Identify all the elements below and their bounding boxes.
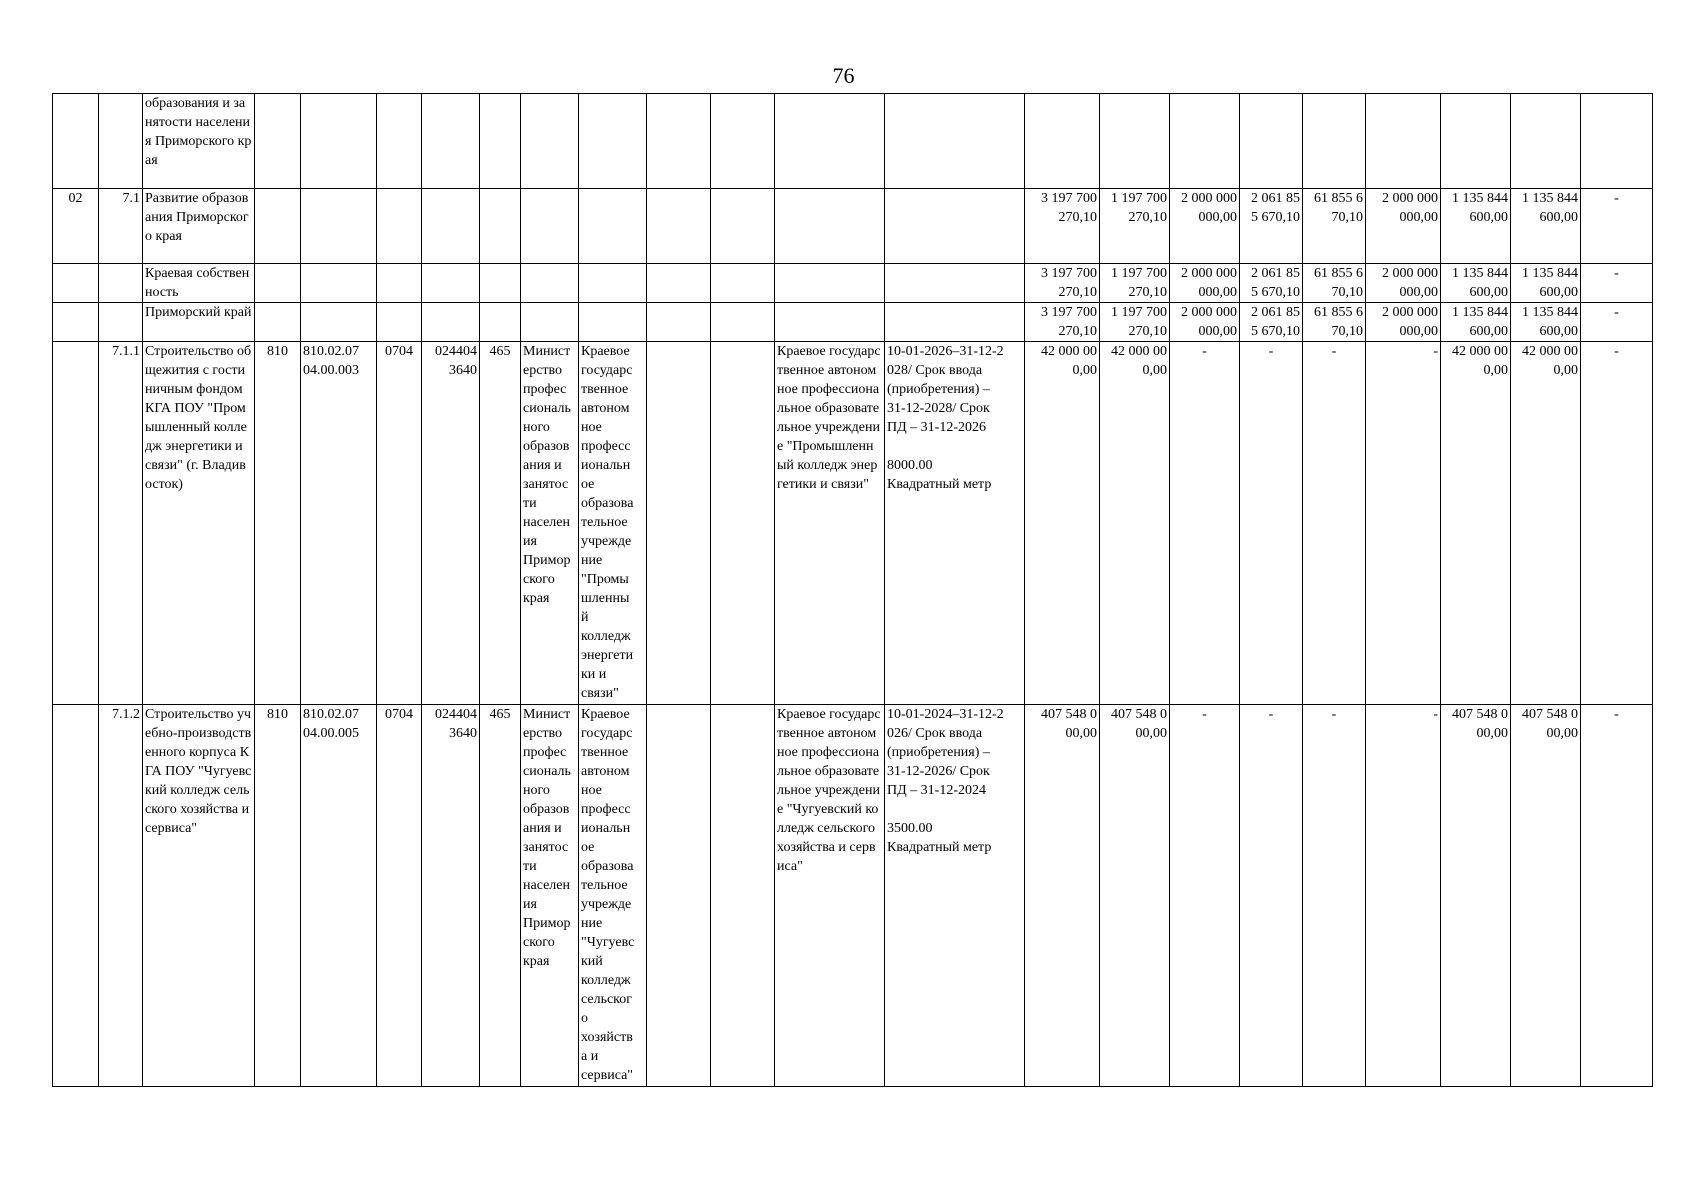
cell-amount: 2 000 000 000,00 <box>1170 264 1240 303</box>
cell-amount <box>1025 94 1100 189</box>
cell-amount: 42 000 00 0,00 <box>1100 342 1170 705</box>
cell-grbs <box>255 189 301 264</box>
cell-amount: 1 135 844 600,00 <box>1511 189 1581 264</box>
cell-amount: - <box>1303 342 1366 705</box>
table-row <box>53 342 1653 705</box>
cell-section: 0704 <box>377 705 422 1087</box>
cell-recipient <box>775 189 885 264</box>
cell-expense-type <box>480 94 521 189</box>
cell-name: Строительство общежития с гостиничным фондом КГА ПОУ "Промышленный колледж энергетики и связи" (г. Владивосток) <box>143 342 255 705</box>
cell-amount: - <box>1240 342 1303 705</box>
table-row <box>53 303 1653 342</box>
cell-amount: - <box>1303 705 1366 1087</box>
cell-target-article <box>422 94 480 189</box>
cell-customer <box>579 303 647 342</box>
cell-section <box>377 94 422 189</box>
table-row <box>53 264 1653 303</box>
cell-amount: 2 000 000 000,00 <box>1170 303 1240 342</box>
cell-amount: - <box>1240 705 1303 1087</box>
table-row <box>53 189 1653 264</box>
cell-recipient <box>775 303 885 342</box>
cell-empty <box>711 189 775 264</box>
cell-empty <box>647 705 711 1087</box>
cell-target-article: 024404 3640 <box>422 342 480 705</box>
cell-amount <box>1303 94 1366 189</box>
cell-empty <box>711 264 775 303</box>
cell-amount: 3 197 700 270,10 <box>1025 189 1100 264</box>
cell-amount: 1 197 700 270,10 <box>1100 303 1170 342</box>
cell-number <box>99 264 143 303</box>
cell-program-code <box>301 189 377 264</box>
cell-amount: - <box>1170 342 1240 705</box>
cell-amount: 1 197 700 270,10 <box>1100 189 1170 264</box>
cell-program-code <box>301 264 377 303</box>
cell-name: Строительство учебно-производственного корпуса КГА ПОУ "Чугуевский колледж сельского хозяйства и сервиса" <box>143 705 255 1087</box>
cell-responsible <box>521 189 579 264</box>
cell-amount <box>1240 94 1303 189</box>
cell-number <box>99 94 143 189</box>
cell-recipient <box>775 94 885 189</box>
cell-responsible <box>521 264 579 303</box>
cell-amount: 2 000 000 000,00 <box>1170 189 1240 264</box>
cell-schedule: 10-01-2024–31-12-2 026/ Срок ввода (приобретения) – 31-12-2026/ Срок ПД – 31-12-2024 3500.00 Квадратный метр <box>885 705 1025 1087</box>
cell-dash: - <box>1581 189 1653 264</box>
cell-amount <box>1441 94 1511 189</box>
cell-amount <box>1366 94 1441 189</box>
cell-section: 0704 <box>377 342 422 705</box>
cell-amount: 407 548 0 00,00 <box>1511 705 1581 1087</box>
cell-program-code: 810.02.07 04.00.005 <box>301 705 377 1087</box>
cell-amount: 61 855 6 70,10 <box>1303 303 1366 342</box>
cell-grbs <box>255 264 301 303</box>
cell-recipient: Краевое государственное автономное профессиональное образовательное учреждение "Чугуевский колледж сельского хозяйства и сервиса" <box>775 705 885 1087</box>
program-table <box>52 93 1653 1087</box>
cell-empty <box>647 94 711 189</box>
cell-amount <box>1511 94 1581 189</box>
cell-code <box>53 342 99 705</box>
cell-section <box>377 264 422 303</box>
cell-customer: Краевое государс твенное автоном ное професс иональн ое образова тельное учрежде ние "Промы шленны й колледж энергети ки и связи" <box>579 342 647 705</box>
cell-code <box>53 705 99 1087</box>
cell-schedule <box>885 189 1025 264</box>
cell-target-article <box>422 303 480 342</box>
cell-amount: 1 135 844 600,00 <box>1441 189 1511 264</box>
cell-target-article <box>422 264 480 303</box>
cell-amount: 407 548 0 00,00 <box>1100 705 1170 1087</box>
cell-amount <box>1100 94 1170 189</box>
cell-amount: 1 197 700 270,10 <box>1100 264 1170 303</box>
cell-dash: - <box>1581 342 1653 705</box>
cell-name: Развитие образования Приморского края <box>143 189 255 264</box>
cell-name: Приморский край <box>143 303 255 342</box>
cell-dash: - <box>1581 264 1653 303</box>
cell-empty <box>647 264 711 303</box>
cell-code: 02 <box>53 189 99 264</box>
cell-responsible: Минист ерство профес сиональ ного образов ания и занятос ти населен ия Примор ского края <box>521 342 579 705</box>
cell-expense-type: 465 <box>480 705 521 1087</box>
cell-number: 7.1.1 <box>99 342 143 705</box>
cell-amount: 42 000 00 0,00 <box>1441 342 1511 705</box>
cell-customer: Краевое государс твенное автоном ное професс иональн ое образова тельное учрежде ние "Чугуевс кий колледж сельског о хозяйств а и сервиса" <box>579 705 647 1087</box>
cell-amount: 1 135 844 600,00 <box>1441 264 1511 303</box>
cell-amount: 42 000 00 0,00 <box>1025 342 1100 705</box>
cell-customer <box>579 94 647 189</box>
cell-expense-type <box>480 264 521 303</box>
cell-amount: 2 061 85 5 670,10 <box>1240 189 1303 264</box>
table-row <box>53 94 1653 189</box>
cell-amount: 407 548 0 00,00 <box>1025 705 1100 1087</box>
cell-expense-type <box>480 189 521 264</box>
cell-amount: 2 000 000 000,00 <box>1366 189 1441 264</box>
cell-grbs: 810 <box>255 705 301 1087</box>
cell-program-code <box>301 94 377 189</box>
cell-amount: 2 061 85 5 670,10 <box>1240 264 1303 303</box>
cell-amount: - <box>1366 342 1441 705</box>
cell-recipient: Краевое государственное автономное профессиональное образовательное учреждение "Промышленный колледж энергетики и связи" <box>775 342 885 705</box>
cell-grbs: 810 <box>255 342 301 705</box>
table-row <box>53 705 1653 1087</box>
cell-responsible <box>521 94 579 189</box>
cell-schedule: 10-01-2026–31-12-2 028/ Срок ввода (приобретения) – 31-12-2028/ Срок ПД – 31-12-2026 8000.00 Квадратный метр <box>885 342 1025 705</box>
cell-amount: 1 135 844 600,00 <box>1441 303 1511 342</box>
cell-dash: - <box>1581 303 1653 342</box>
cell-amount: 407 548 0 00,00 <box>1441 705 1511 1087</box>
cell-number: 7.1 <box>99 189 143 264</box>
cell-responsible <box>521 303 579 342</box>
cell-code <box>53 264 99 303</box>
cell-dash: - <box>1581 705 1653 1087</box>
cell-dash <box>1581 94 1653 189</box>
cell-number <box>99 303 143 342</box>
cell-target-article <box>422 189 480 264</box>
cell-empty <box>647 303 711 342</box>
cell-code <box>53 303 99 342</box>
cell-customer <box>579 189 647 264</box>
cell-empty <box>647 189 711 264</box>
cell-name: образования и занятости населения Приморского края <box>143 94 255 189</box>
cell-amount: 3 197 700 270,10 <box>1025 303 1100 342</box>
page-number: 76 <box>832 63 855 88</box>
cell-amount: 2 061 85 5 670,10 <box>1240 303 1303 342</box>
cell-amount: - <box>1170 705 1240 1087</box>
cell-program-code: 810.02.07 04.00.003 <box>301 342 377 705</box>
cell-section <box>377 303 422 342</box>
cell-amount <box>1170 94 1240 189</box>
cell-schedule <box>885 94 1025 189</box>
cell-amount: 1 135 844 600,00 <box>1511 303 1581 342</box>
cell-schedule <box>885 303 1025 342</box>
cell-empty <box>711 94 775 189</box>
cell-target-article: 024404 3640 <box>422 705 480 1087</box>
cell-expense-type: 465 <box>480 342 521 705</box>
cell-expense-type <box>480 303 521 342</box>
cell-empty <box>711 705 775 1087</box>
cell-amount: 2 000 000 000,00 <box>1366 264 1441 303</box>
cell-responsible: Минист ерство профес сиональ ного образов ания и занятос ти населен ия Примор ского края <box>521 705 579 1087</box>
cell-customer <box>579 264 647 303</box>
cell-code <box>53 94 99 189</box>
cell-empty <box>647 342 711 705</box>
cell-amount: - <box>1366 705 1441 1087</box>
cell-amount: 61 855 6 70,10 <box>1303 264 1366 303</box>
cell-amount: 42 000 00 0,00 <box>1511 342 1581 705</box>
cell-amount: 61 855 6 70,10 <box>1303 189 1366 264</box>
cell-number: 7.1.2 <box>99 705 143 1087</box>
cell-empty <box>711 303 775 342</box>
cell-amount: 2 000 000 000,00 <box>1366 303 1441 342</box>
cell-amount: 3 197 700 270,10 <box>1025 264 1100 303</box>
cell-name: Краевая собственность <box>143 264 255 303</box>
cell-grbs <box>255 303 301 342</box>
cell-schedule <box>885 264 1025 303</box>
cell-amount: 1 135 844 600,00 <box>1511 264 1581 303</box>
cell-program-code <box>301 303 377 342</box>
cell-recipient <box>775 264 885 303</box>
cell-section <box>377 189 422 264</box>
cell-grbs <box>255 94 301 189</box>
cell-empty <box>711 342 775 705</box>
